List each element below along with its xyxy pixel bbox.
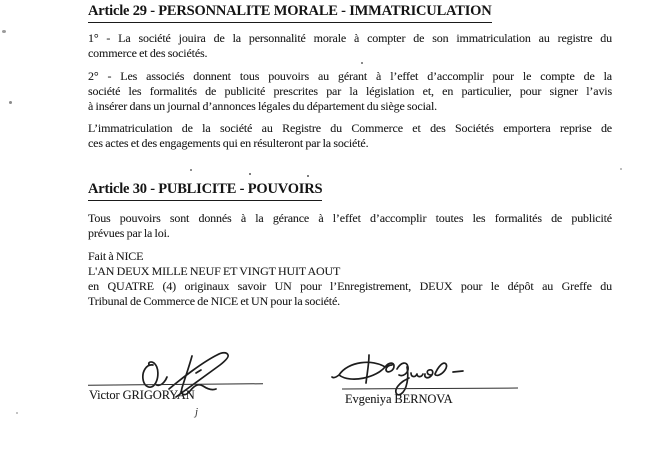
stray-ink-mark: j	[195, 406, 199, 418]
scan-speckle	[361, 62, 363, 64]
signatory-name-right: Evgeniya BERNOVA	[345, 392, 453, 406]
paragraph-line: ces actes et des engagements qui en résulteront par la société.	[88, 136, 369, 150]
scan-speckle	[9, 101, 12, 104]
scan-speckle	[190, 169, 192, 171]
paragraph-line: société les formalités de publicité prescrites par la législation et, en particulier, pour signer l’avis	[88, 84, 612, 98]
scan-speckle	[2, 30, 6, 33]
article-30-paragraph-1	[88, 211, 612, 241]
paragraph-line: 1° - La société jouira de la personnalité morale à compter de son immatriculation au registre du	[88, 31, 612, 45]
closing-originals-line: en QUATRE (4) originaux savoir UN pour l’Enregistrement, DEUX pour le dépôt au Greffe du	[88, 279, 612, 293]
paragraph-line: à insérer dans un journal d’annonces légales du département du siège social.	[88, 99, 437, 113]
scan-speckle	[16, 412, 18, 414]
scan-speckle	[307, 175, 309, 177]
paragraph-line: Tous pouvoirs sont donnés à la gérance à l’effet d’accomplir toutes les formalités de publicité	[88, 211, 612, 225]
article-29-heading	[88, 3, 492, 23]
article-29-paragraph-1	[88, 31, 612, 61]
article-29-paragraph-3	[88, 121, 612, 151]
paragraph-line: commerce et des sociétés.	[88, 46, 208, 60]
article-30-heading-text: Article 30 - PUBLICITE - POUVOIRS	[88, 181, 322, 201]
paragraph-line: 2° - Les associés donnent tous pouvoirs au gérant à l’effet d’accomplir pour le compte de la	[88, 69, 612, 83]
closing-originals-line-2: Tribunal de Commerce de NICE et UN pour la société.	[88, 294, 341, 308]
closing-block	[88, 249, 612, 309]
paragraph-line: prévues par la loi.	[88, 226, 170, 240]
article-30-heading	[88, 181, 322, 201]
article-29-paragraph-2	[88, 69, 612, 114]
signatory-name-left: Victor GRIGORYAN	[89, 388, 195, 402]
closing-place-line: Fait à NICE	[88, 249, 144, 263]
article-29-heading-text: Article 29 - PERSONNALITE MORALE - IMMATRICULATION	[88, 3, 492, 23]
closing-date-line: L'AN DEUX MILLE NEUF ET VINGT HUIT AOUT	[88, 264, 341, 278]
paragraph-line: L’immatriculation de la société au Registre du Commerce et des Sociétés emportera reprise de	[88, 121, 612, 135]
scan-speckle	[249, 173, 251, 175]
scan-speckle	[620, 168, 622, 170]
